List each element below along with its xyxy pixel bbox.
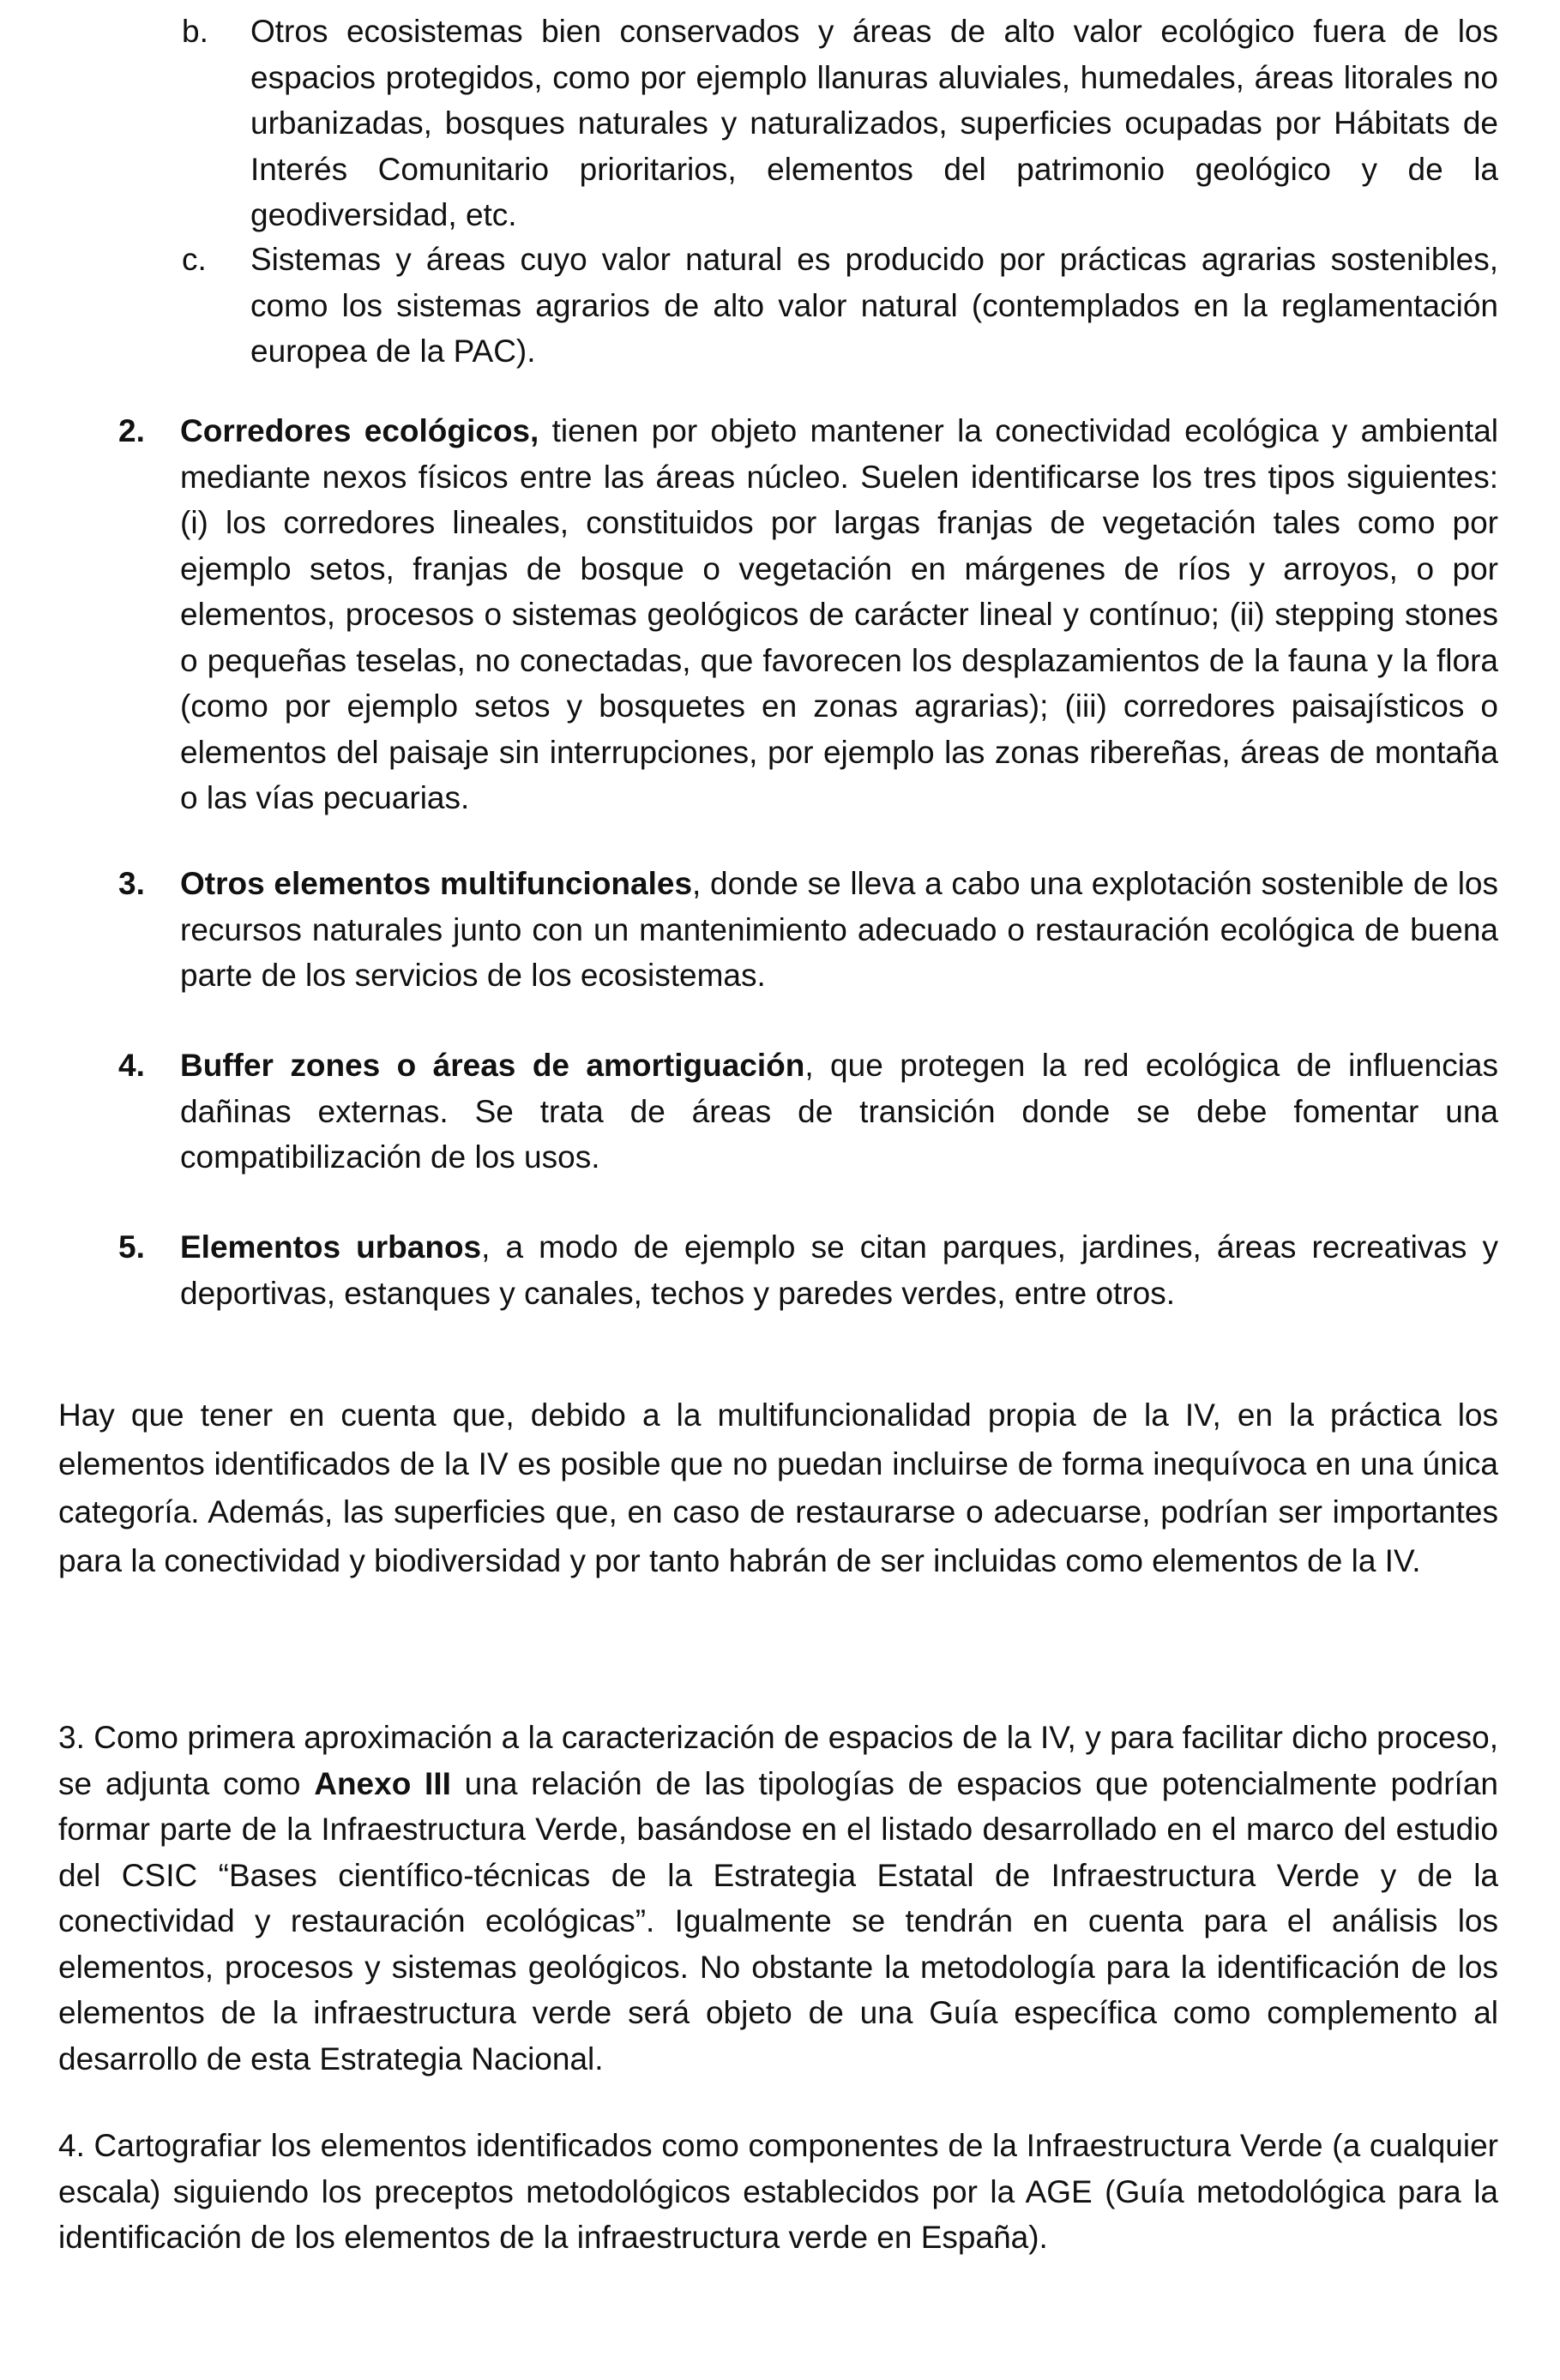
list-item-text: Sistemas y áreas cuyo valor natural es producido por prácticas agrarias sostenibles, como los sistemas agrarios de alto valor natural (contemplados en la reglamentación europea de la PAC). <box>250 242 1498 369</box>
item-heading: Otros elementos multifuncionales <box>180 866 693 901</box>
anexo-reference: Anexo III <box>314 1765 451 1801</box>
paragraph-text-start: 3. Como primera aproximación a la caracterización de espacios de la IV, y para facilitar dicho proceso, se adjunta como <box>58 1720 1498 1801</box>
list-marker: c. <box>182 242 207 277</box>
list-item-text <box>180 1224 1498 1316</box>
list-marker: 2. <box>118 413 145 448</box>
list-marker: 4. <box>118 1048 145 1083</box>
paragraph-anexo-iii <box>58 1715 1498 2082</box>
numbered-item-urbanos <box>118 1224 1498 1316</box>
list-item-text <box>180 1043 1498 1181</box>
paragraph-text-end: una relación de las tipologías de espacios que potencialmente podrían formar parte de la Infraestructura Verde, basándose en el listado desarrollado en el marco del estudio del CSIC “Bases científico-técnicas de la Estrategia Estatal de Infraestructura Verde y de la conectividad y restauración ecológicas”. Igualmente se tendrán en cuenta para el análisis los elementos, procesos y sistemas geológicos. No obstante la metodología para la identificación de los elementos de la infraestructura verde será objeto de una Guía específica como complemento al desarrollo de esta Estrategia Nacional. <box>58 1765 1498 2076</box>
paragraph-cartografiar: 4. Cartografiar los elementos identificados como componentes de la Infraestructura Verde (a cualquier escala) siguiendo los preceptos metodológicos establecidos por la AGE (Guía metodológica para la identificación de los elementos de la infraestructura verde en España). <box>58 2128 1498 2255</box>
list-marker: 3. <box>118 866 145 901</box>
item-heading: Buffer zones o áreas de amortiguación <box>180 1048 805 1083</box>
sub-list-item-b <box>182 9 1498 238</box>
item-description: , que protegen la red ecológica de influencias dañinas externas. Se trata de áreas de transición donde se debe fomentar una compatibilización de los usos. <box>180 1048 1498 1175</box>
numbered-item-corredores <box>118 408 1498 821</box>
item-heading: Elementos urbanos <box>180 1229 482 1265</box>
list-item-text: Otros ecosistemas bien conservados y áreas de alto valor ecológico fuera de los espacios protegidos, como por ejemplo llanuras aluviales, humedales, áreas litorales no urbanizadas, bosques naturales y naturalizados, superficies ocupadas por Hábitats de Interés Comunitario prioritarios, elementos del patrimonio geológico y de la geodiversidad, etc. <box>250 14 1498 232</box>
item-description: , a modo de ejemplo se citan parques, jardines, áreas recreativas y deportivas, estanques y canales, techos y paredes verdes, entre otros. <box>180 1229 1498 1311</box>
list-marker: b. <box>182 14 208 49</box>
item-heading: Corredores ecológicos, <box>180 413 539 448</box>
numbered-item-multifuncionales <box>118 861 1498 999</box>
sub-list-item-c <box>182 237 1498 375</box>
list-item-text <box>180 861 1498 999</box>
item-description: , donde se lleva a cabo una explotación sostenible de los recursos naturales junto con un mantenimiento adecuado o restauración ecológica de buena parte de los servicios de los ecosistemas. <box>180 866 1499 993</box>
paragraph-multifuncionalidad: Hay que tener en cuenta que, debido a la multifuncionalidad propia de la IV, en la práctica los elementos identificados de la IV es posible que no puedan incluirse de forma inequívoca en una única categoría. Además, las superficies que, en caso de restaurarse o adecuarse, podrían ser importantes para la conectividad y biodiversidad y por tanto habrán de ser incluidas como elementos de la IV. <box>58 1397 1498 1578</box>
numbered-item-buffer-zones <box>118 1043 1498 1181</box>
item-description: tienen por objeto mantener la conectividad ecológica y ambiental mediante nexos físicos entre las áreas núcleo. Suelen identificarse los tres tipos siguientes: (i) los corredores lineales, constituidos por largas franjas de vegetación tales como por ejemplo setos, franjas de bosque o vegetación en márgenes de ríos y arroyos, o por elementos, procesos o sistemas geológicos de carácter lineal y contínuo; (ii) stepping stones o pequeñas teselas, no conectadas, que favorecen los desplazamientos de la fauna y la flora (como por ejemplo setos y bosquetes en zonas agrarias); (iii) corredores paisajísticos o elementos del paisaje sin interrupciones, por ejemplo las zonas ribereñas, áreas de montaña o las vías pecuarias. <box>180 413 1498 815</box>
list-item-text <box>180 408 1498 821</box>
list-marker: 5. <box>118 1229 145 1265</box>
